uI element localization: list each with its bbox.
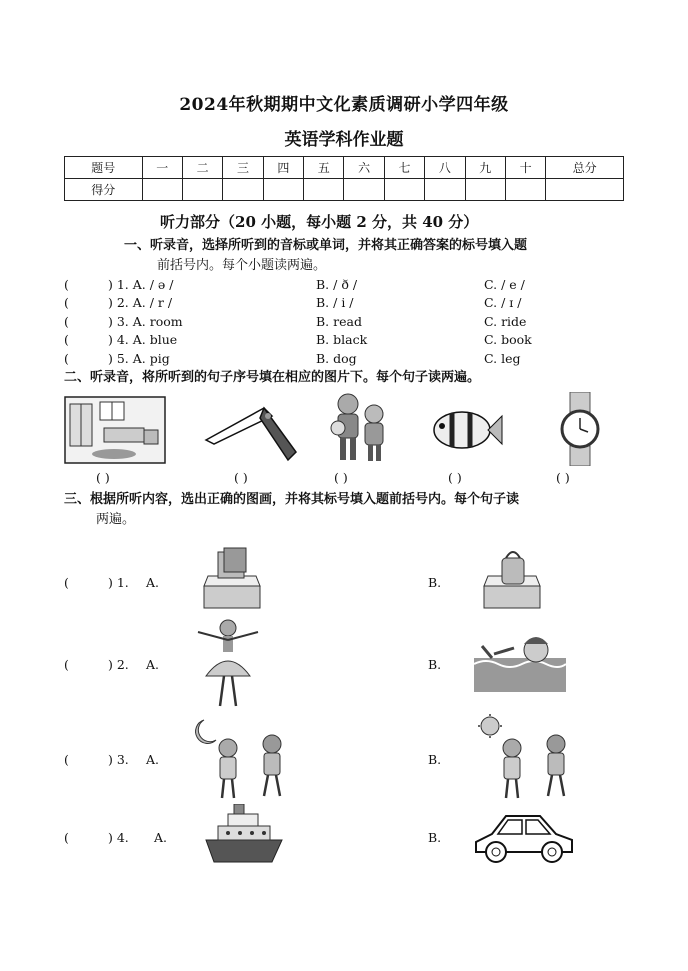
question-option-a: ) 5. A. pig [108, 351, 170, 366]
score-cell: 二 [182, 157, 222, 179]
score-cell: 九 [465, 157, 505, 179]
score-input-cell[interactable] [223, 179, 263, 201]
knife-picture [204, 396, 300, 464]
children-at-night-picture[interactable] [192, 714, 292, 804]
option-a-label: A. [146, 657, 160, 672]
score-input-cell[interactable] [505, 179, 545, 201]
option-b-label: B. [428, 575, 442, 590]
option-b-label: B. [428, 657, 442, 672]
question-number: ) 2. [108, 657, 129, 672]
question-option-b: B. / i / [316, 295, 354, 310]
score-cell: 四 [263, 157, 303, 179]
score-label: 得分 [65, 179, 143, 201]
question-option-c: C. ride [484, 314, 527, 329]
question-number: ) 3. [108, 752, 129, 767]
part1-instruction: 一、听录音，选择所听到的音标或单词，并将其正确答案的标号填入题 [124, 238, 528, 253]
score-cell: 七 [384, 157, 424, 179]
question-number: ) 1. [108, 575, 129, 590]
score-cell: 十 [505, 157, 545, 179]
desk-with-bag-picture[interactable] [476, 546, 548, 614]
question-option-a: ) 1. A. / ə / [108, 277, 174, 292]
answer-paren[interactable]: ( [64, 830, 69, 845]
option-a-label: A. [154, 830, 168, 845]
answer-paren[interactable]: ( [64, 752, 69, 767]
option-b-label: B. [428, 752, 442, 767]
picture-answer-blank[interactable]: ( ) [448, 470, 462, 485]
question-option-b: B. / ð / [316, 277, 358, 292]
answer-paren[interactable]: ( [64, 657, 69, 672]
answer-paren[interactable]: ( [64, 277, 69, 292]
picture-answer-blank[interactable]: ( ) [96, 470, 110, 485]
score-cell: 一 [142, 157, 182, 179]
score-cell: 五 [304, 157, 344, 179]
score-input-cell[interactable] [546, 179, 624, 201]
score-cell: 八 [425, 157, 465, 179]
dancing-girl-picture[interactable] [192, 618, 264, 710]
question-option-a: ) 3. A. room [108, 314, 183, 329]
answer-paren[interactable]: ( [64, 295, 69, 310]
part2-instruction: 二、听录音，将所听到的句子序号填在相应的图片下。每个句子读两遍。 [64, 370, 481, 385]
listening-section-title: 听力部分（20 小题，每小题 2 分，共 40 分） [160, 213, 479, 231]
score-input-cell[interactable] [263, 179, 303, 201]
part3-instruction-cont: 两遍。 [96, 512, 136, 527]
score-input-cell[interactable] [182, 179, 222, 201]
picture-answer-blank[interactable]: ( ) [556, 470, 570, 485]
swimming-boy-picture[interactable] [474, 628, 566, 692]
question-option-c: C. leg [484, 351, 521, 366]
question-option-c: C. / e / [484, 277, 525, 292]
watch-picture [558, 392, 602, 466]
question-option-b: B. black [316, 332, 368, 347]
score-input-cell[interactable] [344, 179, 384, 201]
question-option-b: B. dog [316, 351, 357, 366]
score-cell: 题号 [65, 157, 143, 179]
question-option-b: B. read [316, 314, 362, 329]
score-cell: 六 [344, 157, 384, 179]
page-title: 2024年秋期期中文化素质调研小学四年级 [179, 95, 509, 115]
question-option-a: ) 4. A. blue [108, 332, 178, 347]
score-table-header-row [65, 157, 624, 179]
children-in-daytime-picture[interactable] [476, 714, 576, 804]
fish-picture [430, 404, 504, 456]
score-input-cell[interactable] [465, 179, 505, 201]
children-picture [328, 390, 394, 464]
score-cell: 三 [223, 157, 263, 179]
score-table [64, 156, 624, 201]
score-input-cell[interactable] [304, 179, 344, 201]
score-table-score-row [65, 179, 624, 201]
question-option-a: ) 2. A. / r / [108, 295, 173, 310]
answer-paren[interactable]: ( [64, 575, 69, 590]
score-input-cell[interactable] [425, 179, 465, 201]
score-input-cell[interactable] [142, 179, 182, 201]
question-option-c: C. / ɪ / [484, 295, 522, 310]
option-a-label: A. [146, 575, 160, 590]
desk-with-books-picture[interactable] [196, 546, 268, 614]
question-option-c: C. book [484, 332, 532, 347]
picture-answer-blank[interactable]: ( ) [234, 470, 248, 485]
ship-picture[interactable] [204, 804, 284, 866]
car-picture[interactable] [472, 804, 576, 866]
option-b-label: B. [428, 830, 442, 845]
answer-paren[interactable]: ( [64, 332, 69, 347]
score-input-cell[interactable] [384, 179, 424, 201]
picture-answer-blank[interactable]: ( ) [334, 470, 348, 485]
bedroom-picture [64, 396, 166, 464]
part3-instruction: 三、根据所听内容，选出正确的图画，并将其标号填入题前括号内。每个句子读 [64, 492, 520, 507]
page-subtitle: 英语学科作业题 [284, 130, 404, 150]
part1-instruction-cont: 前括号内。每个小题读两遍。 [157, 258, 327, 273]
answer-paren[interactable]: ( [64, 351, 69, 366]
answer-paren[interactable]: ( [64, 314, 69, 329]
score-cell: 总分 [546, 157, 624, 179]
question-number: ) 4. [108, 830, 129, 845]
option-a-label: A. [146, 752, 160, 767]
